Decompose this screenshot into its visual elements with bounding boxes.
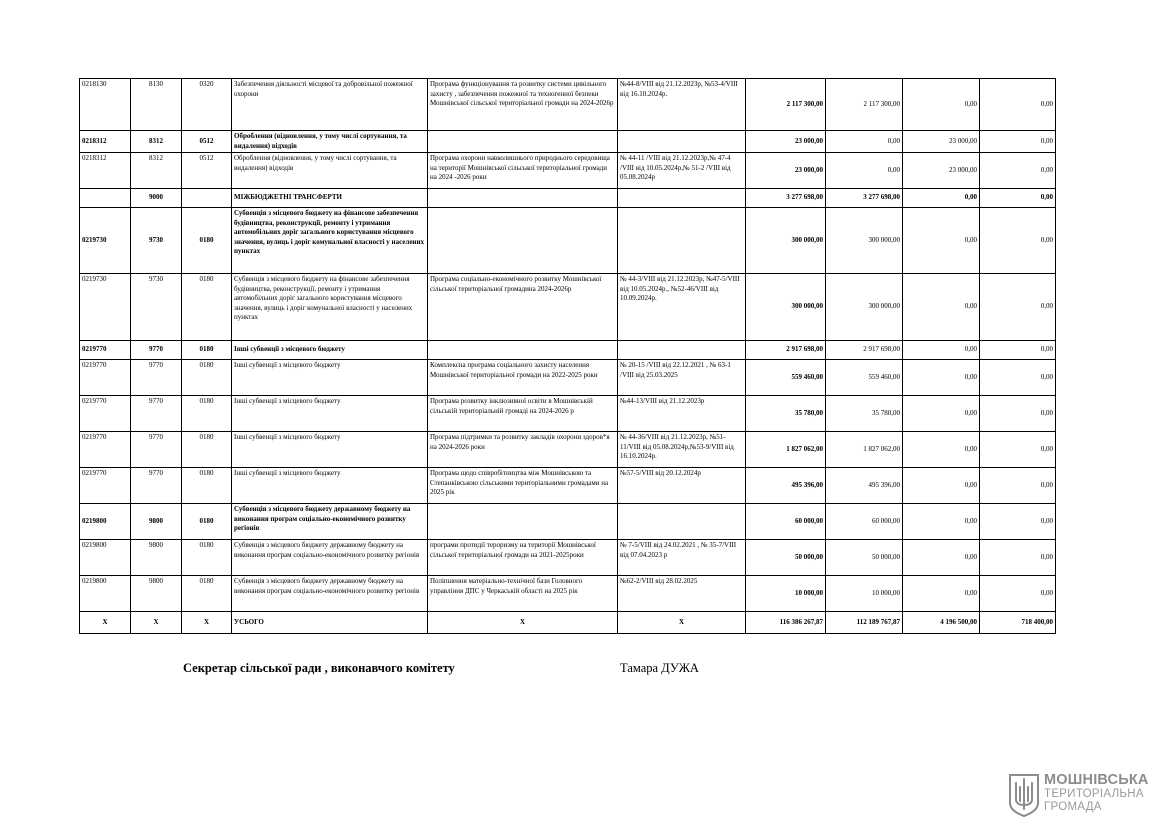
program-code-cell: 0219770 <box>80 432 131 468</box>
program-code-cell <box>80 189 131 208</box>
general-fund-cell: 3 277 698,00 <box>826 189 903 208</box>
decision-cell <box>618 189 746 208</box>
function-code-cell: 9770 <box>131 360 182 396</box>
program-name-cell: Забезпечення діяльності місцевої та добровільної пожежної охорони <box>232 79 428 131</box>
total-amount-cell: 559 460,00 <box>746 360 826 396</box>
local-program-cell: Програма підтримки та розвитку закладів охорони здоров*я на 2024-2026 роки <box>428 432 618 468</box>
development-budget-cell: 0,00 <box>980 360 1056 396</box>
trident-icon <box>1008 773 1040 817</box>
decision-cell: № 44-11 /VIII від 21.12.2023р,№ 47-4 /VIII від 10.05.2024р,№ 51-2 /VIII від 05.08.2024р <box>618 153 746 189</box>
total-amount-cell: 2 917 698,00 <box>746 341 826 360</box>
general-fund-cell: 2 917 698,00 <box>826 341 903 360</box>
function-code-cell: 9770 <box>131 341 182 360</box>
special-fund-cell: 0,00 <box>903 341 980 360</box>
table-row <box>80 432 1056 468</box>
local-program-cell: Програма соціально-економічного розвитку Мошнівської сільської територіальної громадина 2024-2026р <box>428 274 618 341</box>
classification-code-cell: 0320 <box>182 79 232 131</box>
special-fund-cell: 0,00 <box>903 360 980 396</box>
table-row <box>80 396 1056 432</box>
total-amount-cell: 50 000,00 <box>746 540 826 576</box>
table-row <box>80 79 1056 131</box>
program-name-cell: Інші субвенції з місцевого бюджету <box>232 468 428 504</box>
function-code-cell: 9770 <box>131 468 182 504</box>
program-code-cell: 0218312 <box>80 131 131 153</box>
local-program-cell: Комплексна програма соціального захисту населення Мошнівської територіальної громади на 2022-2025 роки <box>428 360 618 396</box>
total-amount-cell: 35 780,00 <box>746 396 826 432</box>
total-amount-cell: 2 117 300,00 <box>746 79 826 131</box>
program-code-cell: 0219770 <box>80 341 131 360</box>
classification-code-cell: 0512 <box>182 153 232 189</box>
decision-cell: № 7-5/VIII від 24.02.2021 , № 35-7/VIII від 07.04.2023 р <box>618 540 746 576</box>
program-code-cell: 0219730 <box>80 274 131 341</box>
special-fund-cell: 0,00 <box>903 79 980 131</box>
function-code-cell: 9770 <box>131 432 182 468</box>
budget-table <box>79 78 1056 634</box>
development-budget-cell: 0,00 <box>980 131 1056 153</box>
development-budget-cell: 0,00 <box>980 468 1056 504</box>
local-program-cell <box>428 341 618 360</box>
general-fund-cell: 2 117 300,00 <box>826 79 903 131</box>
development-budget-cell: 0,00 <box>980 208 1056 274</box>
classification-code-cell: 0180 <box>182 468 232 504</box>
general-fund-cell: 1 827 062,00 <box>826 432 903 468</box>
total-amount-cell: 300 000,00 <box>746 208 826 274</box>
special-fund-cell: 0,00 <box>903 189 980 208</box>
program-code-cell: 0219770 <box>80 468 131 504</box>
total-amount-cell: 23 000,00 <box>746 153 826 189</box>
program-name-cell: Інші субвенції з місцевого бюджету <box>232 432 428 468</box>
general-fund-cell: 559 460,00 <box>826 360 903 396</box>
local-program-cell <box>428 208 618 274</box>
local-program-cell: Програма розвитку інклюзивної освіти в Мошнівській сільській територіальній громаді на 2024-2026 р <box>428 396 618 432</box>
classification-code-cell: 0180 <box>182 360 232 396</box>
total-row <box>80 612 1056 634</box>
classification-code-cell: 0180 <box>182 432 232 468</box>
development-budget-cell: 0,00 <box>980 396 1056 432</box>
development-budget-cell: 0,00 <box>980 540 1056 576</box>
program-name-cell: УСЬОГО <box>232 612 428 634</box>
development-budget-cell: 0,00 <box>980 79 1056 131</box>
total-amount-cell: 1 827 062,00 <box>746 432 826 468</box>
function-code-cell: 9770 <box>131 396 182 432</box>
table-row <box>80 274 1056 341</box>
total-amount-cell: 116 386 267,87 <box>746 612 826 634</box>
local-program-cell: програми протидії тероризму на території Мошнівської сільської територіальної громади на 2021-2025роки <box>428 540 618 576</box>
program-name-cell: Субвенція з місцевого бюджету державному бюджету на виконання програм соціально-економічного розвитку регіонів <box>232 576 428 612</box>
program-name-cell: Субвенція з місцевого бюджету державному бюджету на виконання програм соціально-економічного розвитку регіонів <box>232 540 428 576</box>
program-code-cell: 0219800 <box>80 504 131 540</box>
special-fund-cell: 0,00 <box>903 396 980 432</box>
general-fund-cell: 60 000,00 <box>826 504 903 540</box>
decision-cell <box>618 504 746 540</box>
program-code-cell: 0219770 <box>80 360 131 396</box>
signatory-name: Тамара ДУЖА <box>620 661 699 675</box>
classification-code-cell: 0180 <box>182 576 232 612</box>
table-row <box>80 576 1056 612</box>
special-fund-cell: 0,00 <box>903 468 980 504</box>
logo-line-3: ГРОМАДА <box>1044 801 1102 813</box>
decision-cell <box>618 208 746 274</box>
program-name-cell: Субвенція з місцевого бюджету на фінансове забезпечення будівництва, реконструкції, ремонту і утримання автомобільних доріг загального користування місцевого значення, вулиць і доріг комунальної власності у населених пунктах <box>232 274 428 341</box>
table-row <box>80 540 1056 576</box>
function-code-cell: 9730 <box>131 208 182 274</box>
classification-code-cell <box>182 189 232 208</box>
function-code-cell: 9730 <box>131 274 182 341</box>
program-code-cell: 0219730 <box>80 208 131 274</box>
table-row <box>80 504 1056 540</box>
classification-code-cell: 0180 <box>182 540 232 576</box>
table-row <box>80 341 1056 360</box>
program-code-cell: 0218312 <box>80 153 131 189</box>
development-budget-cell: 718 400,00 <box>980 612 1056 634</box>
general-fund-cell: 495 396,00 <box>826 468 903 504</box>
program-code-cell: 0219800 <box>80 576 131 612</box>
special-fund-cell: 0,00 <box>903 576 980 612</box>
logo-line-2: ТЕРИТОРІАЛЬНА <box>1044 788 1144 800</box>
program-name-cell: Субвенція з місцевого бюджету державному бюджету на виконання програм соціально-економічного розвитку регіонів <box>232 504 428 540</box>
total-amount-cell: 60 000,00 <box>746 504 826 540</box>
table-row <box>80 468 1056 504</box>
local-program-cell: Поліпшення матеріально-технічної бази Головного управління ДПС у Черкаській області на 2025 рік <box>428 576 618 612</box>
development-budget-cell: 0,00 <box>980 189 1056 208</box>
development-budget-cell: 0,00 <box>980 274 1056 341</box>
total-amount-cell: 300 000,00 <box>746 274 826 341</box>
total-amount-cell: 3 277 698,00 <box>746 189 826 208</box>
special-fund-cell: 0,00 <box>903 208 980 274</box>
program-name-cell: Оброблення (відновлення, у тому числі сортування, та видалення) відходів <box>232 153 428 189</box>
decision-cell <box>618 341 746 360</box>
classification-code-cell: 0180 <box>182 504 232 540</box>
program-code-cell: 0219800 <box>80 540 131 576</box>
general-fund-cell: 300 000,00 <box>826 208 903 274</box>
special-fund-cell: 4 196 500,00 <box>903 612 980 634</box>
decision-cell: X <box>618 612 746 634</box>
local-program-cell <box>428 189 618 208</box>
program-name-cell: Субвенція з місцевого бюджету на фінансове забезпечення будівництва, реконструкції, ремонту і утримання автомобільних доріг загального користування місцевого значення, вулиць і доріг комунальної власності у населених пунктах <box>232 208 428 274</box>
decision-cell: №57-5/VIII від 20.12.2024р <box>618 468 746 504</box>
program-name-cell: МІЖБЮДЖЕТНІ ТРАНСФЕРТИ <box>232 189 428 208</box>
function-code-cell: X <box>131 612 182 634</box>
total-amount-cell: 23 000,00 <box>746 131 826 153</box>
community-logo <box>1008 772 1153 818</box>
function-code-cell: 8312 <box>131 153 182 189</box>
classification-code-cell: X <box>182 612 232 634</box>
local-program-cell: X <box>428 612 618 634</box>
classification-code-cell: 0180 <box>182 208 232 274</box>
logo-line-1: МОШНІВСЬКА <box>1044 772 1149 788</box>
function-code-cell: 9800 <box>131 576 182 612</box>
general-fund-cell: 0,00 <box>826 131 903 153</box>
decision-cell: № 44-36/VIII від 21.12.2023р, №51-11/VIII від 05.08.2024р,№53-9/VIII від 16.10.2024р. <box>618 432 746 468</box>
program-code-cell: 0219770 <box>80 396 131 432</box>
table-row <box>80 153 1056 189</box>
general-fund-cell: 35 780,00 <box>826 396 903 432</box>
development-budget-cell: 0,00 <box>980 576 1056 612</box>
table-row <box>80 131 1056 153</box>
local-program-cell <box>428 131 618 153</box>
local-program-cell: Програма охорони навколишнього природнього середовища на території Мошнівської сільської територіальної громади на 2024 -2026 роки <box>428 153 618 189</box>
table-row <box>80 360 1056 396</box>
special-fund-cell: 23 000,00 <box>903 131 980 153</box>
total-amount-cell: 495 396,00 <box>746 468 826 504</box>
special-fund-cell: 0,00 <box>903 274 980 341</box>
decision-cell: №62-2/VIII від 28.02.2025 <box>618 576 746 612</box>
general-fund-cell: 0,00 <box>826 153 903 189</box>
development-budget-cell: 0,00 <box>980 432 1056 468</box>
decision-cell: № 44-3/VIII від 21.12.2023р, №47-5/VIII від 10.05.2024р., №52-46/VIII від 10.09.2024р. <box>618 274 746 341</box>
program-code-cell: X <box>80 612 131 634</box>
local-program-cell: Програма щодо співробітництва між Мошнівською та Степанківською сільськими територіальними громадами на 2025 рік <box>428 468 618 504</box>
program-name-cell: Оброблення (відновлення, у тому числі сортування, та видалення) відходів <box>232 131 428 153</box>
function-code-cell: 9000 <box>131 189 182 208</box>
classification-code-cell: 0180 <box>182 274 232 341</box>
decision-cell: № 20-15 /VIII від 22.12.2021 , № 63-1 /VIII від 25.03.2025 <box>618 360 746 396</box>
general-fund-cell: 10 000,00 <box>826 576 903 612</box>
table-row <box>80 208 1056 274</box>
function-code-cell: 8130 <box>131 79 182 131</box>
development-budget-cell: 0,00 <box>980 341 1056 360</box>
general-fund-cell: 300 000,00 <box>826 274 903 341</box>
program-code-cell: 0218130 <box>80 79 131 131</box>
special-fund-cell: 0,00 <box>903 540 980 576</box>
development-budget-cell: 0,00 <box>980 504 1056 540</box>
program-name-cell: Інші субвенції з місцевого бюджету <box>232 341 428 360</box>
classification-code-cell: 0512 <box>182 131 232 153</box>
function-code-cell: 9800 <box>131 540 182 576</box>
total-amount-cell: 10 000,00 <box>746 576 826 612</box>
local-program-cell: Програма функціонування та розвитку системи цивільного захисту , забезпечення пожежної та техногенної безпеки Мошнівської сільської територіальної громади на 2024-2026р <box>428 79 618 131</box>
local-program-cell <box>428 504 618 540</box>
function-code-cell: 8312 <box>131 131 182 153</box>
signatory-title: Секретар сільської ради , виконавчого комітету <box>183 661 455 675</box>
classification-code-cell: 0180 <box>182 396 232 432</box>
decision-cell: №44-13/VIII від 21.12.2023р <box>618 396 746 432</box>
special-fund-cell: 23 000,00 <box>903 153 980 189</box>
development-budget-cell: 0,00 <box>980 153 1056 189</box>
general-fund-cell: 112 189 767,87 <box>826 612 903 634</box>
decision-cell: №44-8/VIII від 21.12.2023р, №53-4/VIII від 16.10.2024р. <box>618 79 746 131</box>
special-fund-cell: 0,00 <box>903 432 980 468</box>
classification-code-cell: 0180 <box>182 341 232 360</box>
program-name-cell: Інші субвенції з місцевого бюджету <box>232 396 428 432</box>
table-row <box>80 189 1056 208</box>
decision-cell <box>618 131 746 153</box>
general-fund-cell: 50 000,00 <box>826 540 903 576</box>
function-code-cell: 9800 <box>131 504 182 540</box>
program-name-cell: Інші субвенції з місцевого бюджету <box>232 360 428 396</box>
special-fund-cell: 0,00 <box>903 504 980 540</box>
